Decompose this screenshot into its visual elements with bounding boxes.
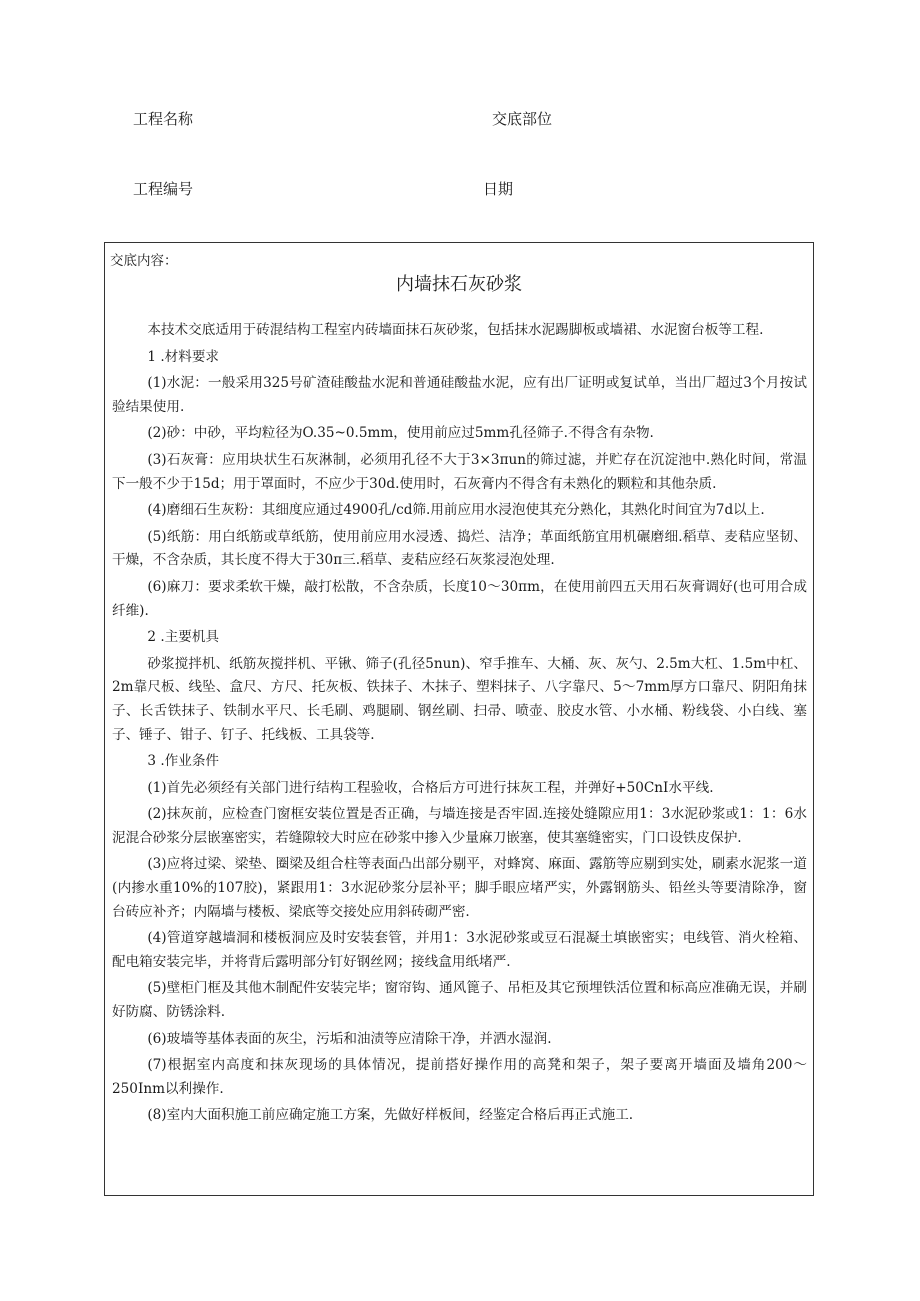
condition-item-3: (3)应将过梁、梁垫、圈梁及组合柱等表面凸出部分剔平，对蜂窝、麻面、露筋等应剔到实处，刷素水泥浆一道(内掺水重10%的107胶)，紧跟用1：3水泥砂浆分层补平；脚手眼应堵严实，外露钢筋头、铅丝头等要清除净，窗台砖应补齐；内隔墙与楼板、梁底等交接处应用斜砖砌严密. — [112, 856, 807, 920]
date-label: 日期 — [483, 180, 514, 198]
section-heading-conditions: 3 .作业条件 — [147, 753, 220, 770]
section-heading-materials: 1 .材料要求 — [147, 348, 220, 365]
material-item-cement: (1)水泥：一般采用325号矿渣硅酸盐水泥和普通硅酸盐水泥，应有出厂证明或复试单，当出厂超过3个月按试验结果使用. — [112, 375, 807, 415]
material-item-paper-fiber: (5)纸筋：用白纸筋或草纸筋，使用前应用水浸透、捣烂、洁净；革面纸筋宜用机碾磨细.稻草、麦秸应坚韧、干燥，不含杂质，其长度不得大于30π三.稻草、麦秸应经石灰浆浸泡处理. — [112, 528, 807, 569]
handover-part-label: 交底部位 — [492, 110, 553, 128]
condition-item-8: (8)室内大面积施工前应确定施工方案，先做好样板间，经鉴定合格后再正式施工. — [147, 1107, 634, 1124]
condition-item-4: (4)管道穿越墙洞和楼板洞应及时安装套管，并用1：3水泥砂浆或豆石混凝土填嵌密实；电线管、消火栓箱、配电箱安装完毕，并将背后露明部分钉好钢丝网；接线盒用纸堵严. — [112, 930, 807, 970]
material-item-lime-putty: (3)石灰膏：应用块状生石灰淋制，必须用孔径不大于3×3πun的筛过滤，并贮存在沉淀池中.熟化时间，常温下一般不少于15d；用于罩面时，不应少于30d.使用时，石灰膏内不得含有未熟化的颗粒和其他杂质. — [112, 451, 807, 492]
section-heading-tools: 2 .主要机具 — [147, 629, 220, 646]
condition-item-1: (1)首先必须经有关部门进行结构工程验收，合格后方可进行抹灰工程，并弹好+50CnI水平线. — [147, 779, 714, 796]
document-body — [112, 319, 807, 1131]
condition-item-2: (2)抹灰前，应检查门窗框安装位置是否正确，与墙连接是否牢固.连接处缝隙应用1：3水泥砂浆或1：1：6水泥混合砂浆分层嵌塞密实，若缝隙较大时应在砂浆中掺入少量麻刀嵌塞，使其塞缝密实，门口设铁皮保护. — [112, 806, 807, 846]
content-label: 交底内容： — [110, 253, 178, 269]
material-item-sand: (2)砂：中砂，平均粒径为O.35~0.5mm，使用前应过5mm孔径筛子.不得含有杂物. — [147, 425, 654, 442]
handover-content-box — [104, 242, 814, 1196]
condition-item-7: (7)根据室内高度和抹灰现场的具体情况，提前搭好操作用的高凳和架子，架子要离开墙面及墙角200～250Inm以利操作. — [112, 1057, 807, 1097]
project-no-label: 工程编号 — [133, 180, 194, 198]
document-title: 内墙抹石灰砂浆 — [396, 274, 522, 295]
intro-paragraph: 本技术交底适用于砖混结构工程室内砖墙面抹石灰砂浆，包括抹水泥踢脚板或墙裙、水泥窗台板等工程. — [147, 322, 764, 338]
condition-item-6: (6)玻墙等基体表面的灰尘，污垢和油渍等应清除干净，并洒水湿润. — [147, 1030, 552, 1047]
tools-paragraph: 砂浆搅拌机、纸筋灰搅拌机、平锹、筛子(孔径5nun)、窄手推车、大桶、灰、灰勺、2.5m大杠、1.5m中杠、2m靠尺板、线坠、盒尺、方尺、托灰板、铁抹子、木抹子、塑料抹子、八字靠尺、5～7mm厚方口靠尺、阴阳角抹子、长舌铁抹子、铁制水平尺、长毛刷、鸡腿刷、钢丝刷、扫帚、喷壶、胶皮水管、小水桶、粉线袋、小白线、塞子、锤子、钳子、钉子、托线板、工具袋等. — [112, 655, 807, 743]
condition-item-5: (5)壁柜门框及其他木制配件安装完毕；窗帘钩、通风篦子、吊柜及其它预埋铁活位置和标高应准确无误，并刷好防腐、防锈涂料. — [112, 980, 807, 1021]
material-item-hemp: (6)麻刀：要求柔软干燥，敲打松散，不含杂质，长度10～30πm，在使用前四五天用石灰膏调好(也可用合成纤维). — [112, 578, 807, 619]
material-item-lime-powder: (4)磨细石生灰粉：其细度应通过4900孔/cd筛.用前应用水浸泡使其充分熟化，其熟化时间宜为7d以上. — [147, 502, 765, 519]
project-name-label: 工程名称 — [133, 110, 194, 128]
